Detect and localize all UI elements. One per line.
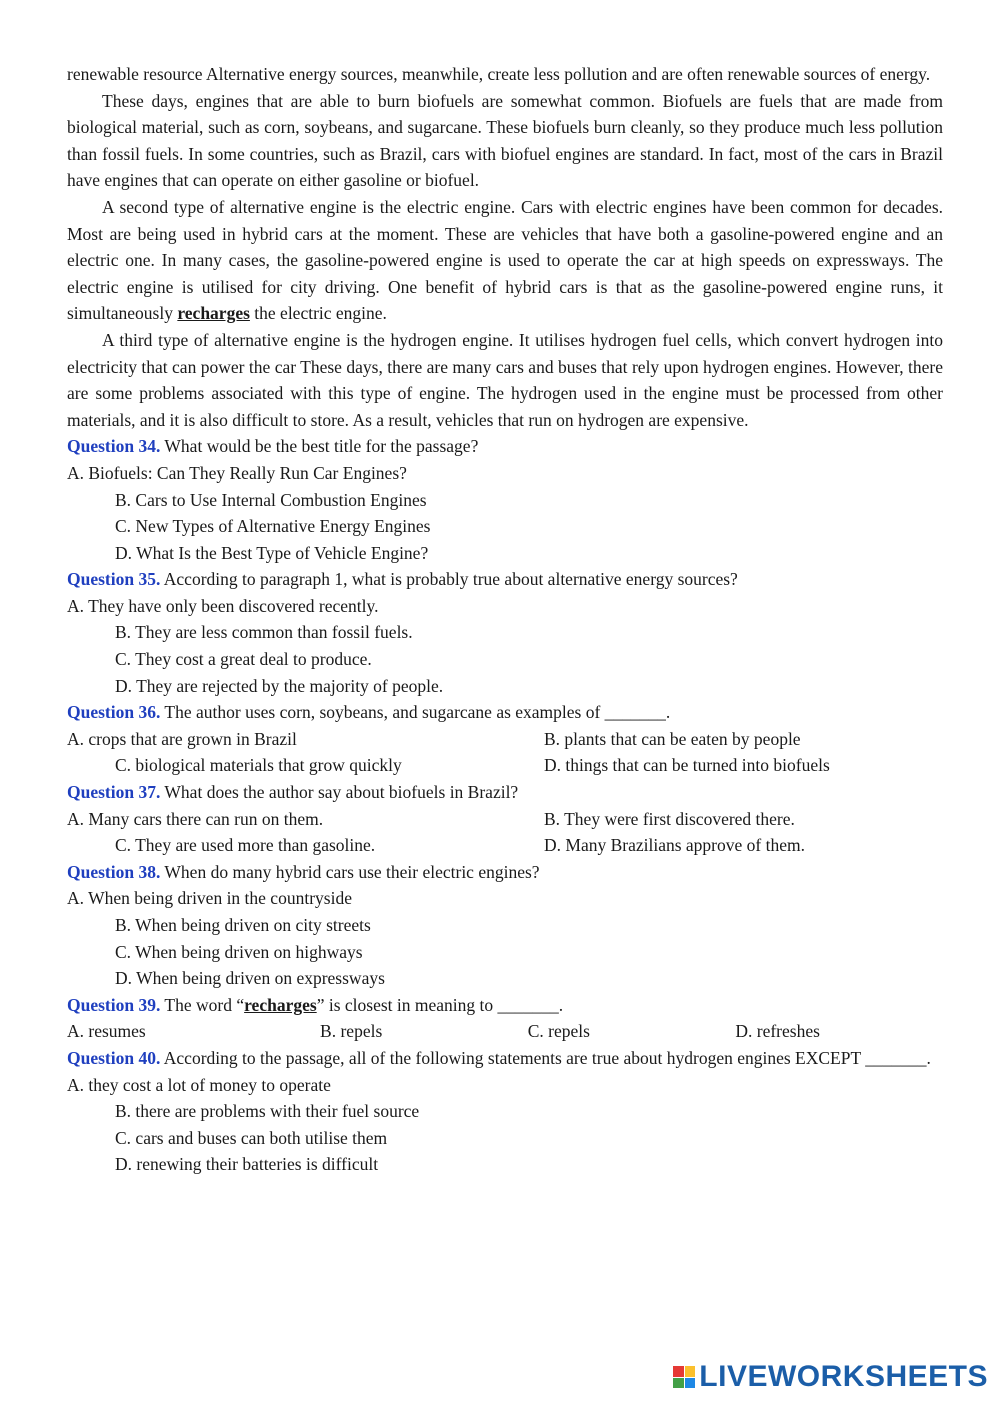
question-number: Question 40. bbox=[67, 1047, 161, 1068]
question-number: Question 38. bbox=[67, 861, 161, 882]
option-c[interactable]: C. When being driven on highways bbox=[115, 941, 363, 962]
option-d[interactable]: D. renewing their batteries is difficult bbox=[115, 1154, 379, 1175]
option-c[interactable]: C. New Types of Alternative Energy Engines bbox=[115, 516, 431, 537]
passage-paragraph-2 bbox=[67, 194, 943, 327]
logo-square bbox=[673, 1378, 684, 1389]
question-text: The word “ bbox=[160, 994, 245, 1015]
question-38 bbox=[67, 859, 943, 886]
option-d[interactable]: D. What Is the Best Type of Vehicle Engine? bbox=[115, 542, 429, 563]
option-b[interactable]: B. When being driven on city streets bbox=[115, 915, 371, 935]
logo-square bbox=[685, 1378, 696, 1389]
option-b[interactable]: B. They are less common than fossil fuels. bbox=[115, 622, 413, 643]
option-c[interactable]: C. cars and buses can both utilise them bbox=[115, 1127, 388, 1148]
question-39 bbox=[67, 992, 943, 1019]
passage-paragraph-3: A third type of alternative engine is the hydrogen engine. It utilises hydrogen fuel cells, which convert hydrogen into electricity that can power the car These days, there are many cars and buses that rely upon hydrogen engines. However, there are some problems associated with this type of engine. The hydrogen used in the engine must be processed from other materials, and it is also difficult to store. As a result, vehicles that run on hydrogen are expensive. bbox=[67, 329, 943, 430]
question-40 bbox=[67, 1045, 943, 1072]
brand-text: LIVEWORKSHEETS bbox=[699, 1360, 988, 1393]
worksheet-page bbox=[67, 61, 943, 1178]
options-row bbox=[67, 1018, 943, 1045]
passage-paragraph-1: These days, engines that are able to burn biofuels are somewhat common. Biofuels are fuels that are made from biological material, such as corn, soybeans, and sugarcane. These biofuels burn cleanly, so they produce much less pollution than fossil fuels. In some countries, such as Brazil, cars with biofuel engines are standard. In fact, most of the cars in Brazil have engines that can operate on either gasoline or biofuel. bbox=[67, 90, 943, 191]
logo-mark-icon bbox=[673, 1366, 695, 1388]
options-row-2 bbox=[67, 832, 943, 859]
question-text: The author uses corn, soybeans, and sugarcane as examples of _______. bbox=[160, 702, 671, 723]
option-b[interactable]: B. there are problems with their fuel source bbox=[115, 1101, 420, 1122]
option-a[interactable]: A. crops that are grown in Brazil bbox=[67, 728, 297, 749]
question-number: Question 34. bbox=[67, 436, 161, 457]
option-c[interactable]: C. biological materials that grow quickly bbox=[115, 755, 402, 776]
highlighted-word: recharges bbox=[244, 994, 317, 1015]
option-d[interactable]: D. They are rejected by the majority of people. bbox=[115, 675, 444, 696]
option-a[interactable]: A. they cost a lot of money to operate bbox=[67, 1074, 331, 1095]
question-34 bbox=[67, 433, 943, 460]
option-a[interactable]: A. Many cars there can run on them. bbox=[67, 808, 324, 829]
question-number: Question 39. bbox=[67, 994, 161, 1015]
option-c[interactable]: C. They are used more than gasoline. bbox=[115, 835, 376, 856]
option-b[interactable]: B. repels bbox=[320, 1021, 383, 1042]
logo-square bbox=[685, 1366, 696, 1377]
option-c[interactable]: C. They cost a great deal to produce. bbox=[115, 649, 372, 670]
option-d[interactable]: D. When being driven on expressways bbox=[115, 968, 385, 989]
paragraph-text: the electric engine. bbox=[249, 303, 387, 324]
question-35 bbox=[67, 566, 943, 593]
option-a[interactable]: A. When being driven in the countryside bbox=[67, 888, 352, 909]
question-36 bbox=[67, 699, 943, 726]
question-number: Question 37. bbox=[67, 782, 161, 803]
paragraph-text: A second type of alternative engine is the electric engine. Cars with electric engines have been common for decades. Most are being used in hybrid cars at the moment. These are vehicles that have both a gasoline-powered engine and an electric one. In many cases, the gasoline-powered engine is used to operate the car at high speeds on expressways. The electric engine is utilised for city driving. One benefit of hybrid cars is that as the gasoline-powered engine runs, it simultaneously bbox=[67, 196, 943, 324]
question-number: Question 35. bbox=[67, 569, 161, 590]
highlighted-word: recharges bbox=[177, 303, 250, 324]
question-text: According to the passage, all of the following statements are true about hydrogen engines EXCEPT _______. bbox=[160, 1047, 931, 1068]
option-a[interactable]: A. resumes bbox=[67, 1021, 146, 1042]
option-b[interactable]: B. They were first discovered there. bbox=[544, 808, 795, 829]
option-d[interactable]: D. refreshes bbox=[735, 1021, 820, 1042]
question-text: What does the author say about biofuels in Brazil? bbox=[160, 782, 519, 803]
option-a[interactable]: A. They have only been discovered recently. bbox=[67, 595, 379, 616]
option-a[interactable]: A. Biofuels: Can They Really Run Car Engines? bbox=[67, 462, 407, 483]
option-b[interactable]: B. plants that can be eaten by people bbox=[544, 728, 801, 749]
question-text: According to paragraph 1, what is probably true about alternative energy sources? bbox=[160, 569, 738, 590]
question-text: What would be the best title for the passage? bbox=[160, 436, 479, 457]
options-row-1 bbox=[67, 806, 943, 833]
options-row-1 bbox=[67, 726, 943, 753]
question-text: ” is closest in meaning to _______. bbox=[316, 994, 564, 1015]
question-text: When do many hybrid cars use their electric engines? bbox=[160, 861, 540, 882]
options-row-2 bbox=[67, 752, 943, 779]
passage-paragraph-0: renewable resource Alternative energy sources, meanwhile, create less pollution and are often renewable sources of energy. bbox=[67, 64, 931, 84]
liveworksheets-logo[interactable] bbox=[673, 1360, 988, 1394]
option-c[interactable]: C. repels bbox=[527, 1021, 590, 1042]
option-d[interactable]: D. Many Brazilians approve of them. bbox=[544, 835, 805, 856]
option-d[interactable]: D. things that can be turned into biofuels bbox=[544, 755, 830, 776]
option-b[interactable]: B. Cars to Use Internal Combustion Engines bbox=[115, 489, 427, 510]
question-number: Question 36. bbox=[67, 702, 161, 723]
question-37 bbox=[67, 779, 943, 806]
logo-square bbox=[673, 1366, 684, 1377]
